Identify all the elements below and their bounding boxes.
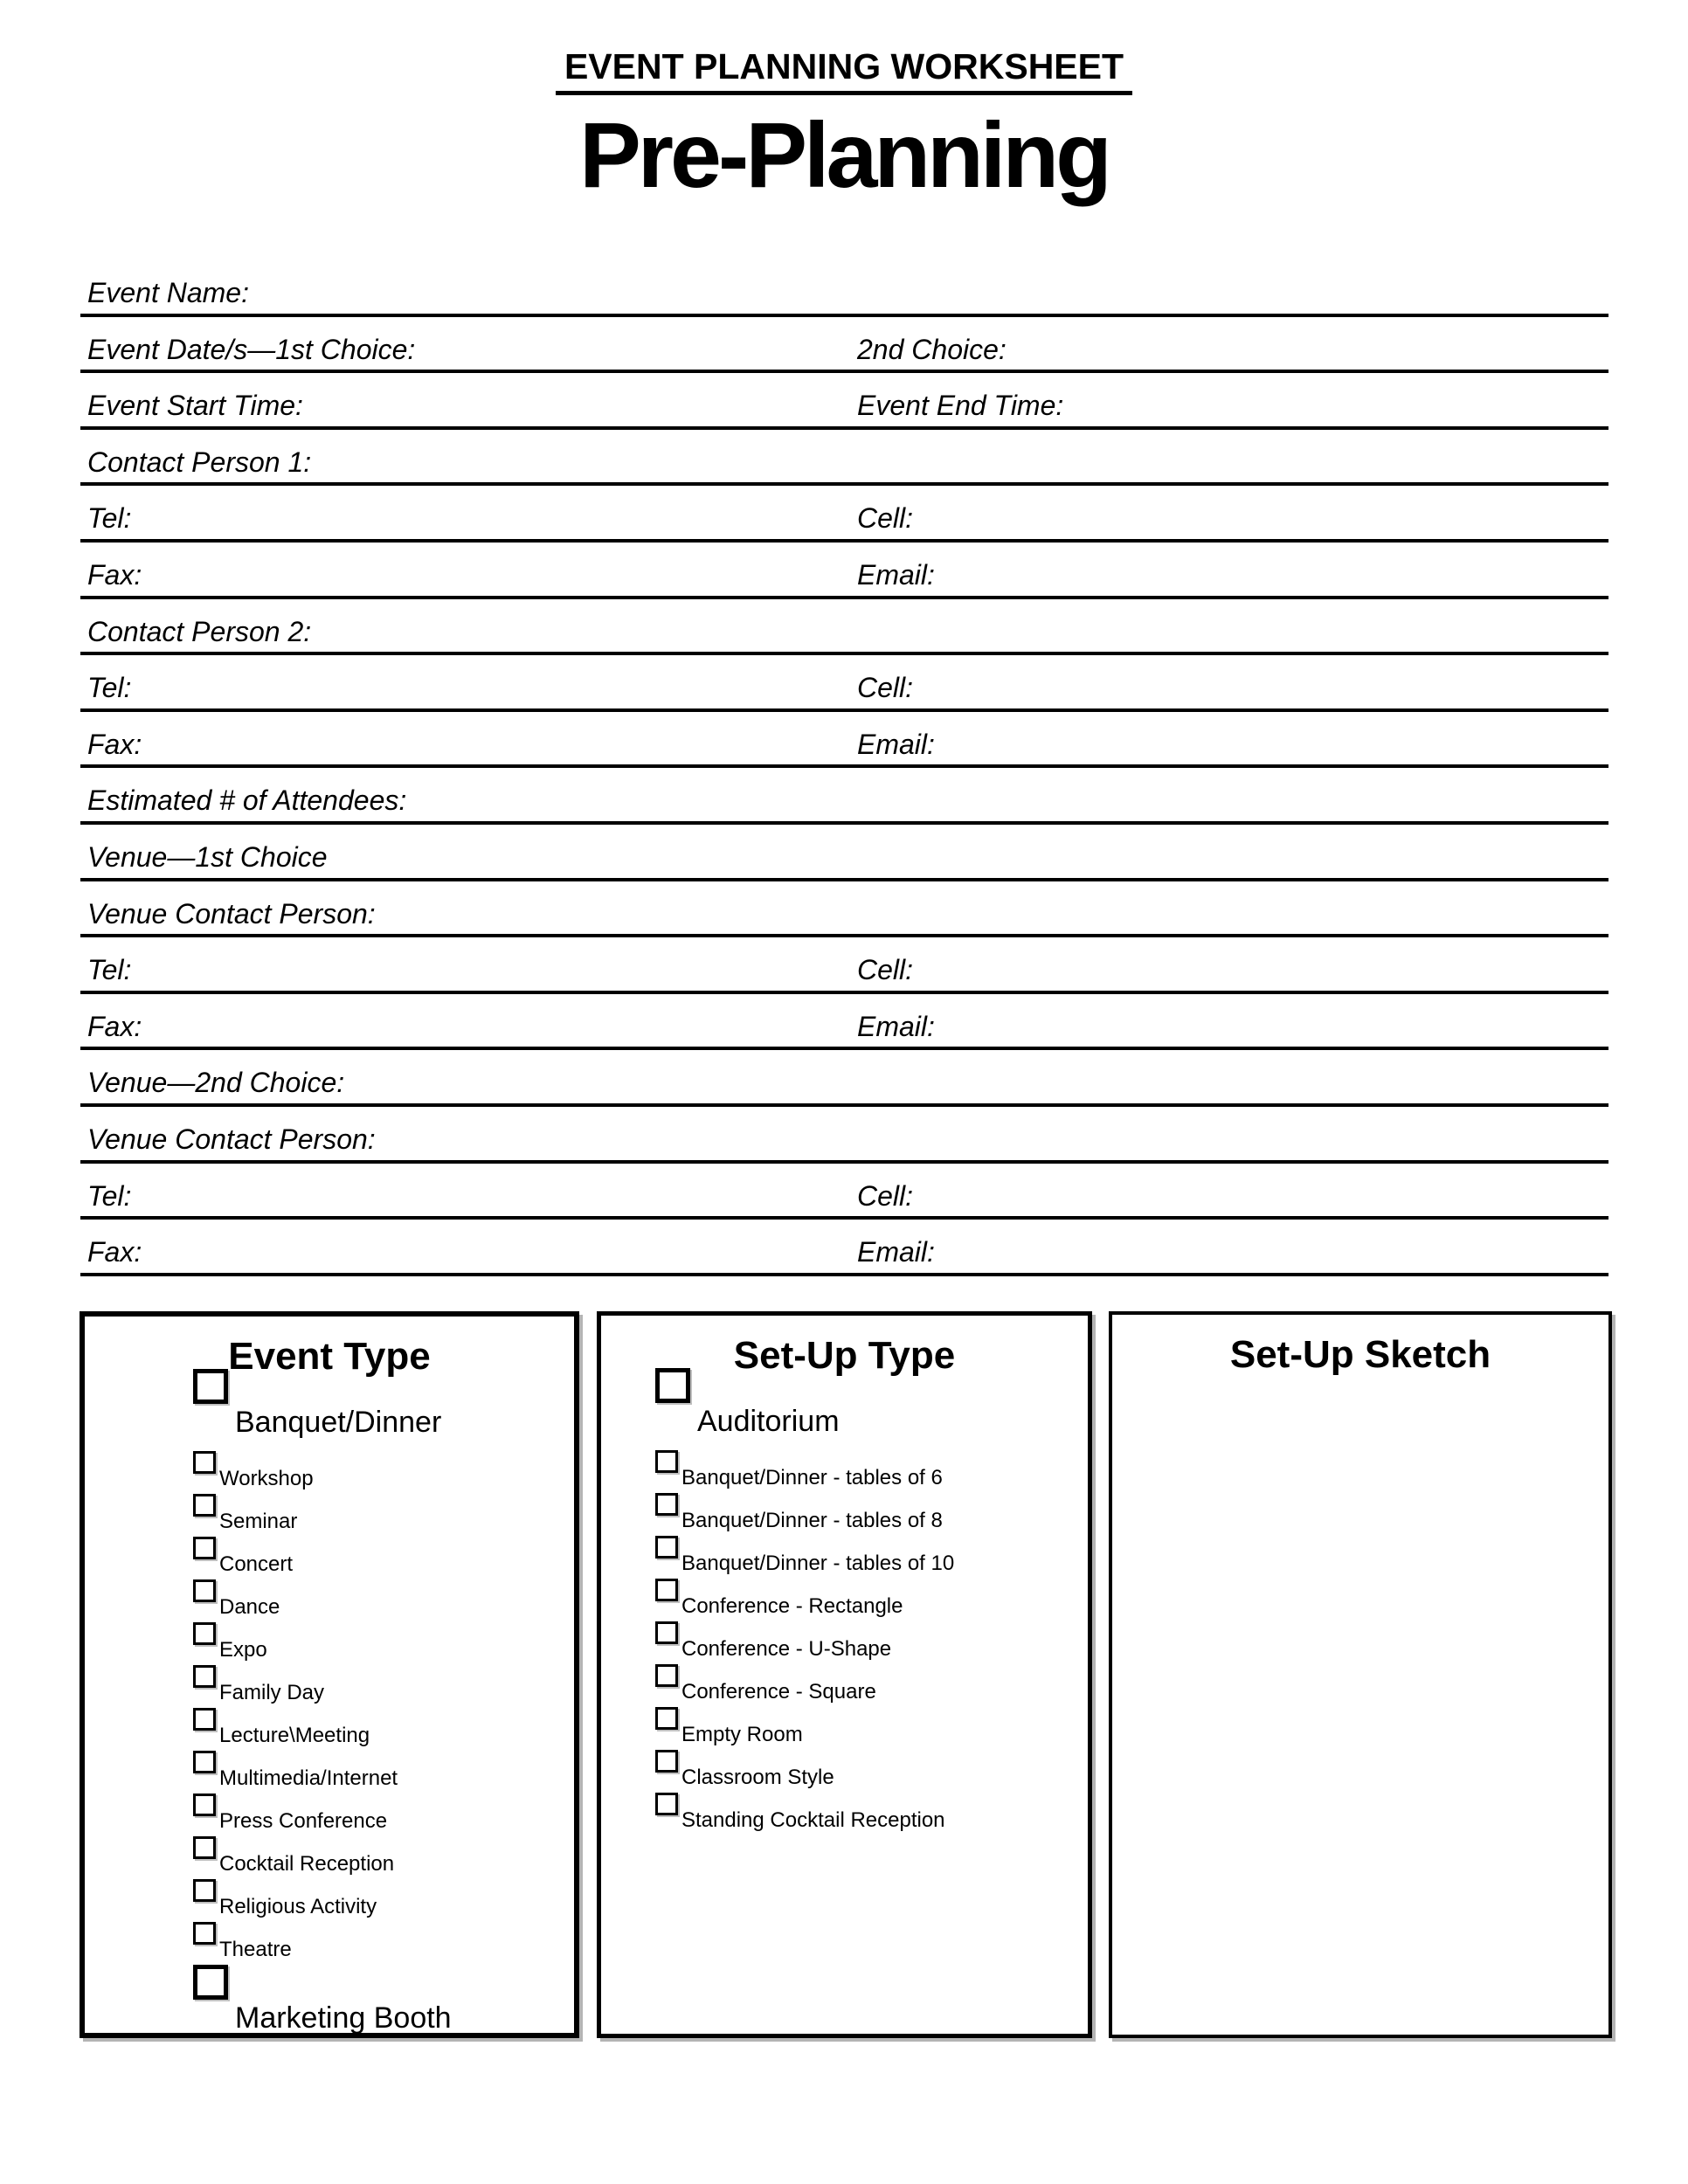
form-row (80, 373, 1608, 430)
form-row (80, 937, 1608, 994)
checkbox-empty-room[interactable] (655, 1707, 678, 1730)
check-label: Dance (219, 1595, 280, 1619)
field-venue-2nd-choice[interactable] (80, 1050, 1608, 1103)
check-label: Expo (219, 1638, 267, 1662)
field-venue-contact-person[interactable] (80, 881, 1608, 935)
check-label: Banquet/Dinner (235, 1406, 442, 1439)
check-label: Lecture\Meeting (219, 1724, 370, 1747)
setup-type-panel (597, 1311, 1092, 2038)
checkbox-lecture-meeting[interactable] (193, 1708, 216, 1731)
field-label: Fax: (87, 1236, 142, 1268)
field-email[interactable] (850, 994, 1608, 1047)
checkbox-multimedia-internet[interactable] (193, 1751, 216, 1773)
field-label: Fax: (87, 728, 142, 760)
field-tel[interactable] (80, 937, 850, 991)
setup-sketch-panel (1109, 1311, 1612, 2038)
field-label: Email: (857, 558, 935, 591)
form-row (80, 994, 1608, 1051)
check-label: Religious Activity (219, 1895, 377, 1918)
event-type-title: Event Type (228, 1335, 431, 1378)
form-row (80, 317, 1608, 374)
checkbox-dance[interactable] (193, 1579, 216, 1602)
field-label: Event Start Time: (87, 390, 303, 422)
form-row (80, 430, 1608, 487)
field-event-end-time[interactable] (850, 373, 1608, 426)
checkbox-banquet-dinner-tables-of-8[interactable] (655, 1493, 678, 1516)
field-label: Event Date/s—1st Choice: (87, 333, 416, 365)
form-row (80, 599, 1608, 656)
field-email[interactable] (850, 712, 1608, 765)
field-label: Email: (857, 1236, 935, 1268)
field-email[interactable] (850, 1220, 1608, 1273)
form-row (80, 543, 1608, 599)
checkbox-conference-square[interactable] (655, 1664, 678, 1687)
check-label: Multimedia/Internet (219, 1766, 398, 1790)
field-label: Email: (857, 728, 935, 760)
field-label: Contact Person 1: (87, 446, 312, 478)
form-row (80, 712, 1608, 769)
check-label: Family Day (219, 1681, 325, 1704)
field-event-date-s-1st-choice[interactable] (80, 317, 850, 370)
checkbox-seminar[interactable] (193, 1494, 216, 1517)
checkbox-banquet-dinner[interactable] (193, 1369, 228, 1404)
field-fax[interactable] (80, 1220, 850, 1273)
field-cell[interactable] (850, 937, 1608, 991)
form-row (80, 1164, 1608, 1220)
sketch-area[interactable] (1112, 1393, 1608, 2035)
check-label: Conference - Rectangle (681, 1594, 903, 1618)
field-fax[interactable] (80, 712, 850, 765)
field-label: Email: (857, 1010, 935, 1042)
check-label: Cocktail Reception (219, 1852, 395, 1876)
check-label: Workshop (219, 1467, 314, 1490)
form-row (80, 881, 1608, 938)
field-contact-person-2[interactable] (80, 599, 1608, 653)
field-event-name[interactable] (80, 260, 1608, 314)
field-label: Event Name: (87, 277, 249, 308)
form-row (80, 768, 1608, 825)
field-2nd-choice[interactable] (850, 317, 1608, 370)
setup-sketch-title: Set-Up Sketch (1229, 1333, 1491, 1376)
check-label: Banquet/Dinner - tables of 6 (681, 1466, 943, 1489)
field-label: Tel: (87, 502, 132, 535)
check-label: Banquet/Dinner - tables of 8 (681, 1509, 943, 1532)
check-label: Banquet/Dinner - tables of 10 (681, 1552, 955, 1575)
field-label: Cell: (857, 502, 914, 535)
checkbox-conference-u-shape[interactable] (655, 1621, 678, 1644)
field-label: Tel: (87, 1179, 132, 1212)
field-label: Event End Time: (857, 390, 1064, 422)
field-event-start-time[interactable] (80, 373, 850, 426)
check-label: Conference - Square (681, 1680, 876, 1704)
form-row (80, 486, 1608, 543)
field-label: 2nd Choice: (857, 333, 1007, 365)
checkbox-family-day[interactable] (193, 1665, 216, 1688)
checkbox-banquet-dinner-tables-of-10[interactable] (655, 1536, 678, 1559)
checkbox-conference-rectangle[interactable] (655, 1579, 678, 1601)
check-label: Auditorium (697, 1405, 840, 1438)
check-label: Empty Room (681, 1723, 803, 1746)
header (0, 46, 1688, 207)
field-tel[interactable] (80, 655, 850, 708)
field-label: Tel: (87, 672, 132, 704)
checkbox-auditorium[interactable] (655, 1368, 690, 1403)
setup-type-checklist (601, 1316, 1088, 2034)
field-label: Tel: (87, 954, 132, 986)
checkbox-banquet-dinner-tables-of-6[interactable] (655, 1450, 678, 1473)
field-cell[interactable] (850, 486, 1608, 539)
field-label: Venue—2nd Choice: (87, 1067, 345, 1099)
field-contact-person-1[interactable] (80, 430, 1608, 483)
checkbox-standing-cocktail-reception[interactable] (655, 1793, 678, 1815)
form-row (80, 1107, 1608, 1164)
field-estimated-of-attendees[interactable] (80, 768, 1608, 821)
field-label: Fax: (87, 1010, 142, 1042)
field-label: Estimated # of Attendees: (87, 784, 407, 817)
setup-type-title: Set-Up Type (733, 1334, 956, 1377)
field-tel[interactable] (80, 1164, 850, 1217)
checkbox-workshop[interactable] (193, 1451, 216, 1474)
page-title: Pre-Planning (579, 104, 1109, 207)
checkbox-expo[interactable] (193, 1622, 216, 1645)
field-tel[interactable] (80, 486, 850, 539)
check-label: Press Conference (219, 1809, 388, 1833)
event-type-panel (80, 1311, 579, 2038)
checkbox-theatre[interactable] (193, 1922, 216, 1945)
check-label: Concert (219, 1552, 294, 1576)
field-fax[interactable] (80, 543, 850, 596)
checkbox-religious-activity[interactable] (193, 1879, 216, 1902)
field-cell[interactable] (850, 1164, 1608, 1217)
checkbox-cocktail-reception[interactable] (193, 1836, 216, 1859)
field-label: Cell: (857, 1179, 914, 1212)
check-label: Standing Cocktail Reception (681, 1808, 945, 1832)
worksheet-title: EVENT PLANNING WORKSHEET (556, 49, 1132, 95)
form-row (80, 1220, 1608, 1276)
field-fax[interactable] (80, 994, 850, 1047)
field-label: Cell: (857, 672, 914, 704)
field-cell[interactable] (850, 655, 1608, 708)
field-venue-contact-person[interactable] (80, 1107, 1608, 1160)
field-venue-1st-choice[interactable] (80, 825, 1608, 878)
form-row (80, 1050, 1608, 1107)
checkbox-concert[interactable] (193, 1537, 216, 1559)
event-type-checklist (85, 1317, 574, 2033)
field-label: Contact Person 2: (87, 615, 312, 647)
panels-section (0, 1311, 1688, 2038)
field-label: Cell: (857, 954, 914, 986)
field-email[interactable] (850, 543, 1608, 596)
form-section (80, 260, 1608, 1276)
check-label: Theatre (219, 1938, 292, 1961)
checkbox-press-conference[interactable] (193, 1794, 216, 1816)
field-label: Venue—1st Choice (87, 840, 328, 873)
field-label: Venue Contact Person: (87, 897, 376, 930)
form-row (80, 825, 1608, 881)
field-label: Venue Contact Person: (87, 1123, 376, 1155)
field-label: Fax: (87, 558, 142, 591)
check-label: Marketing Booth (235, 2001, 452, 2035)
checkbox-classroom-style[interactable] (655, 1750, 678, 1773)
check-label: Conference - U-Shape (681, 1637, 892, 1661)
form-row (80, 260, 1608, 317)
check-label: Seminar (219, 1510, 298, 1533)
form-row (80, 655, 1608, 712)
check-label: Classroom Style (681, 1766, 834, 1789)
checkbox-marketing-booth[interactable] (193, 1965, 228, 2000)
